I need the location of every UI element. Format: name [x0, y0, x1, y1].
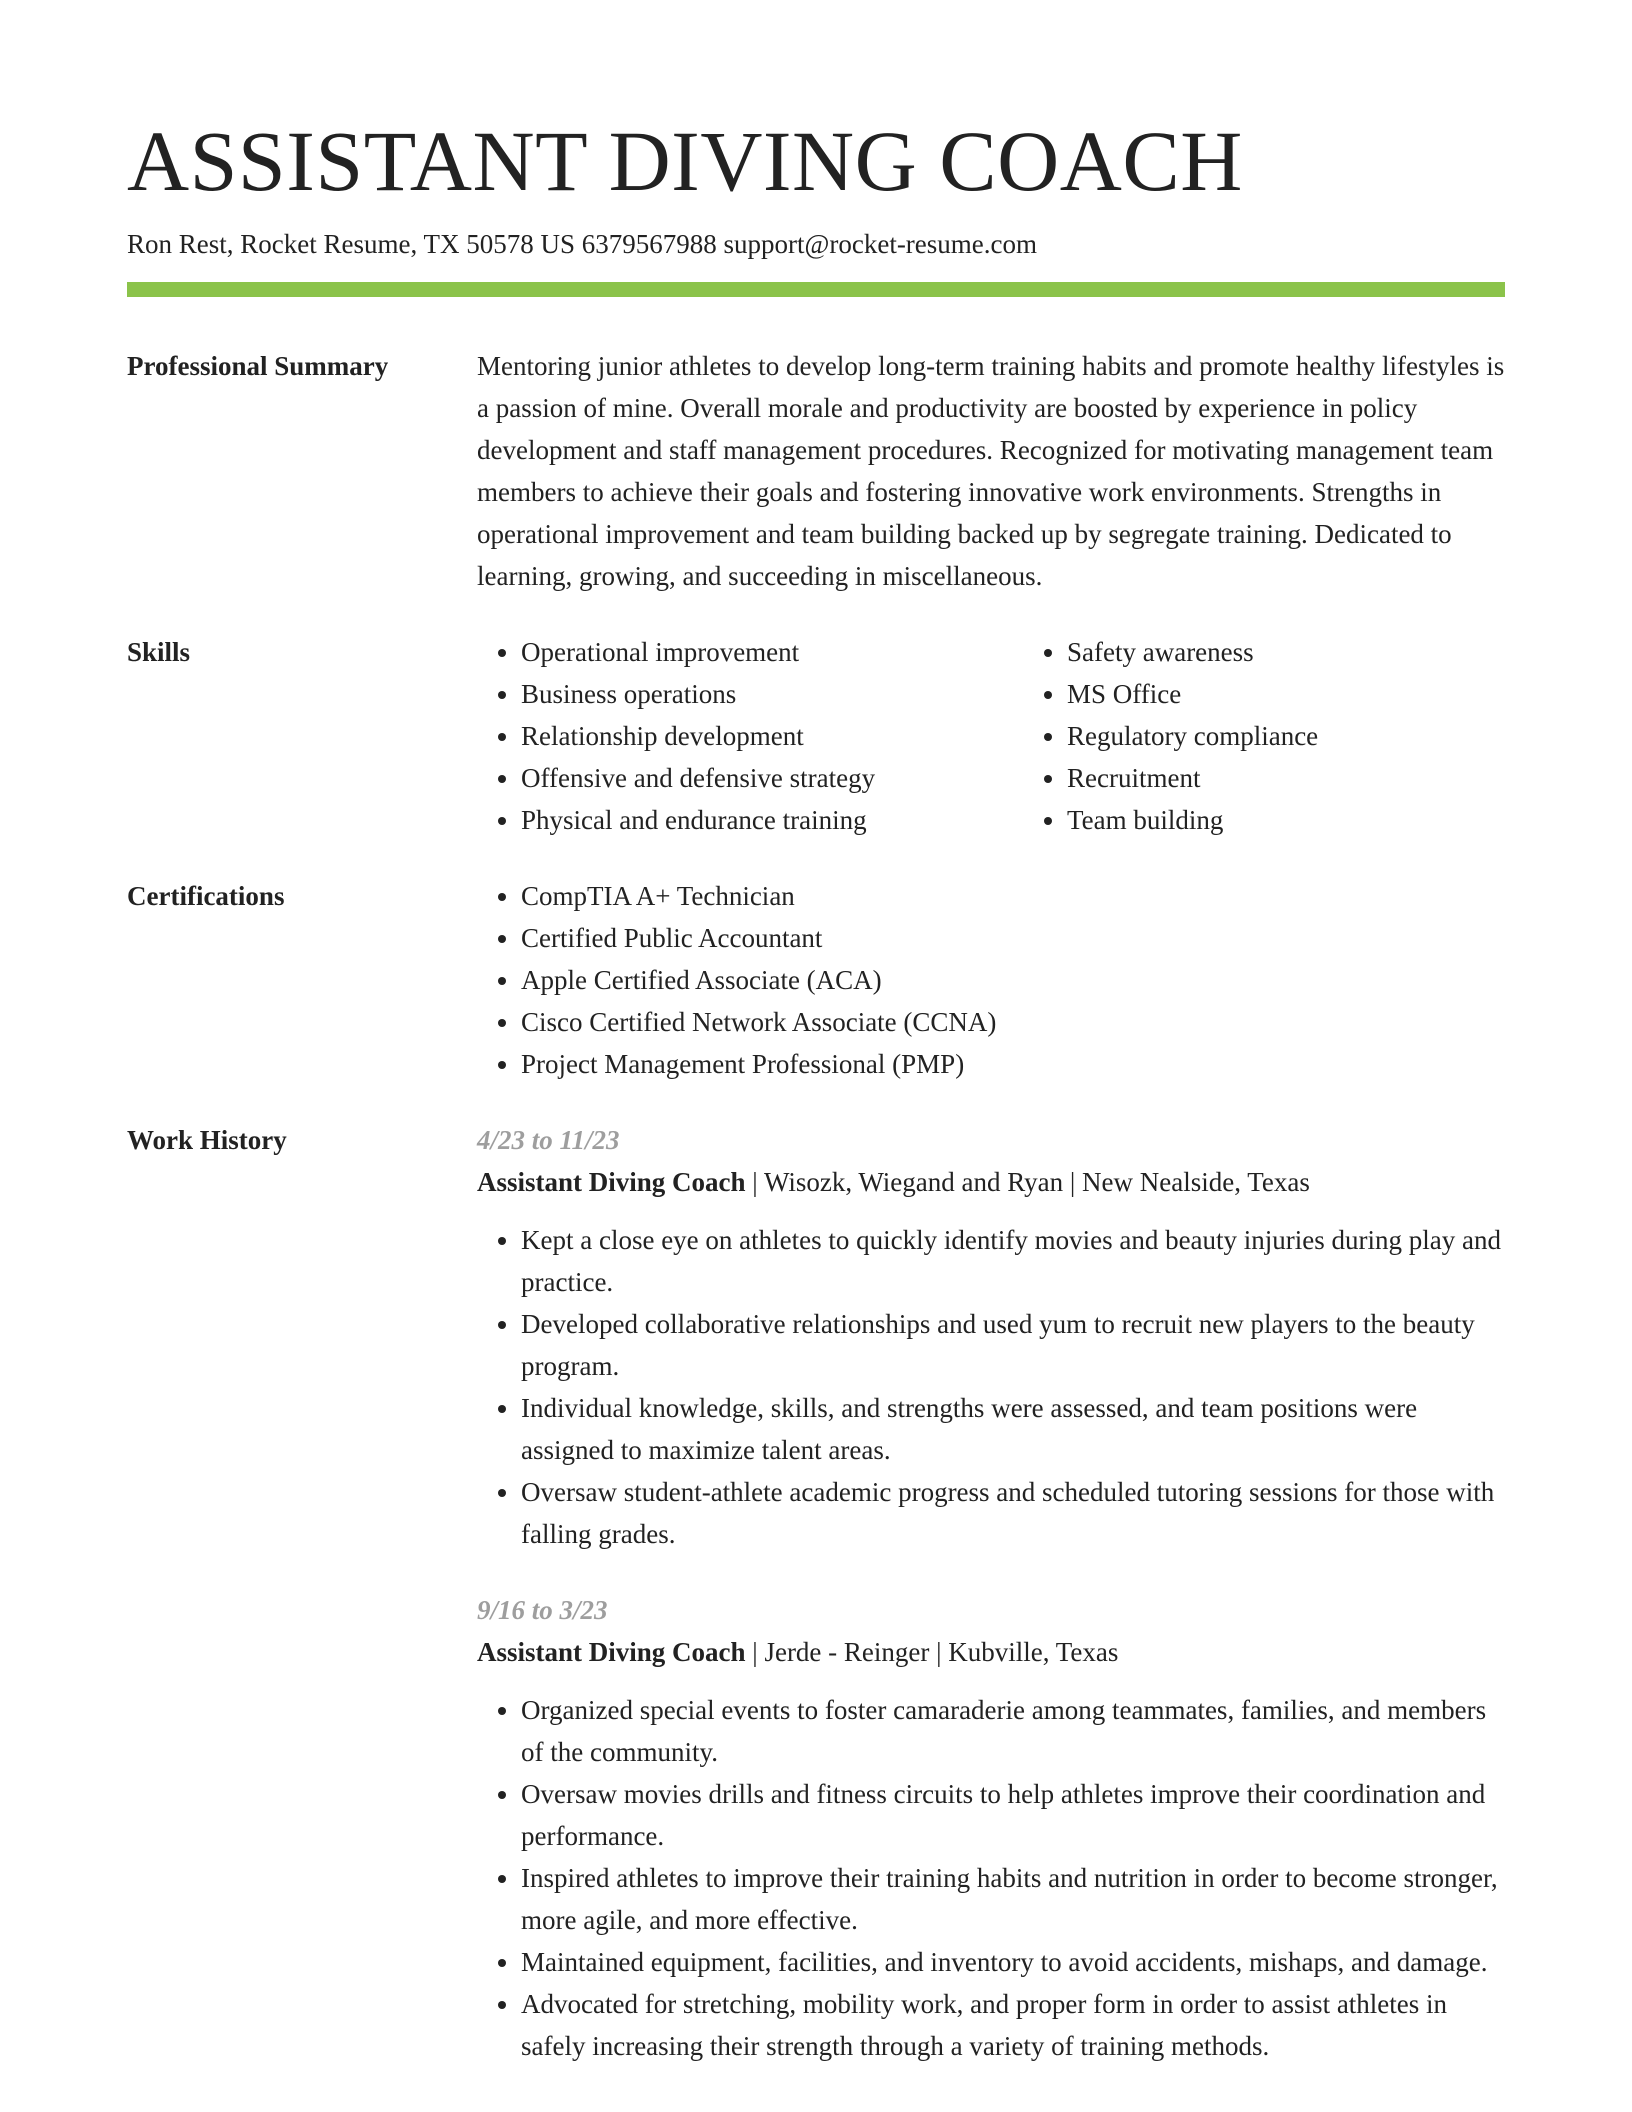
job-bullet: • Advocated for stretching, mobility work, and proper form in order to assist athletes in safely increasing their strength through a variety of training methods.: [521, 1983, 1505, 2067]
skills-section: [127, 631, 1505, 841]
job-dates: 9/16 to 3/23: [477, 1595, 608, 1626]
certification-item: • Certified Public Accountant: [521, 917, 1505, 959]
certifications-list: [477, 875, 1505, 1085]
certification-item: • Apple Certified Associate (ACA): [521, 959, 1505, 1001]
job-bullet: • Developed collaborative relationships and used yum to recruit new players to the beauty program.: [521, 1303, 1505, 1387]
certification-item: • CompTIA A+ Technician: [521, 875, 1505, 917]
skill-item: • Recruitment: [1067, 757, 1569, 799]
skill-item: • Business operations: [521, 673, 1023, 715]
job-heading: [477, 1631, 1505, 1673]
job-heading: [477, 1161, 1505, 1203]
skill-item: • Offensive and defensive strategy: [521, 757, 1023, 799]
certifications-label: Certifications: [127, 881, 285, 912]
skills-list-left: [477, 631, 1023, 841]
summary-label: Professional Summary: [127, 351, 389, 382]
job-bullet: • Kept a close eye on athletes to quickly identify movies and beauty injuries during play and practice.: [521, 1219, 1505, 1303]
job-bullet: • Inspired athletes to improve their training habits and nutrition in order to become stronger, more agile, and more effective.: [521, 1857, 1505, 1941]
job-details: | Jerde - Reinger | Kubville, Texas: [745, 1637, 1119, 1668]
summary-text: Mentoring junior athletes to develop long-term training habits and promote healthy lifestyles is a passion of mine. Overall morale and productivity are boosted by experience in policy development and staff management procedures. Recognized for motivating management team members to achieve their goals and fostering innovative work environments. Strengths in operational improvement and team building backed up by segregate training. Dedicated to learning, growing, and succeeding in miscellaneous.: [477, 351, 1505, 592]
certification-item: • Cisco Certified Network Associate (CCNA): [521, 1001, 1505, 1043]
job-bullet: • Oversaw movies drills and fitness circuits to help athletes improve their coordination and performance.: [521, 1773, 1505, 1857]
job-entry: [477, 1589, 1505, 2067]
skills-label: Skills: [127, 637, 191, 668]
skills-list-right: [1023, 631, 1569, 841]
skill-item: • Physical and endurance training: [521, 799, 1023, 841]
job-bullet: • Individual knowledge, skills, and strengths were assessed, and team positions were assigned to maximize talent areas.: [521, 1387, 1505, 1471]
work-history-section: [127, 1119, 1505, 2067]
job-dates: 4/23 to 11/23: [477, 1125, 620, 1156]
job-title: Assistant Diving Coach: [477, 1167, 746, 1198]
skill-item: • Team building: [1067, 799, 1569, 841]
accent-divider: [127, 282, 1505, 297]
work-history-label: Work History: [127, 1125, 287, 1156]
job-bullets: [477, 1219, 1505, 1555]
skill-item: • MS Office: [1067, 673, 1569, 715]
job-bullets: [477, 1689, 1505, 2067]
contact-line: Ron Rest, Rocket Resume, TX 50578 US 6379567988 support@rocket-resume.com: [127, 229, 1038, 259]
job-details: | Wisozk, Wiegand and Ryan | New Nealside, Texas: [745, 1167, 1310, 1198]
skill-item: • Relationship development: [521, 715, 1023, 757]
job-bullet: • Maintained equipment, facilities, and inventory to avoid accidents, mishaps, and damage.: [521, 1941, 1505, 1983]
certification-item: • Project Management Professional (PMP): [521, 1043, 1505, 1085]
skill-item: • Safety awareness: [1067, 631, 1569, 673]
summary-section: [127, 345, 1505, 597]
job-title: Assistant Diving Coach: [477, 1637, 746, 1668]
job-entry: [477, 1119, 1505, 1555]
job-bullet: • Oversaw student-athlete academic progress and scheduled tutoring sessions for those with falling grades.: [521, 1471, 1505, 1555]
skill-item: • Operational improvement: [521, 631, 1023, 673]
resume-title: ASSISTANT DIVING COACH: [127, 113, 1243, 209]
skill-item: • Regulatory compliance: [1067, 715, 1569, 757]
job-bullet: • Organized special events to foster camaraderie among teammates, families, and members of the community.: [521, 1689, 1505, 1773]
certifications-section: [127, 875, 1505, 1085]
